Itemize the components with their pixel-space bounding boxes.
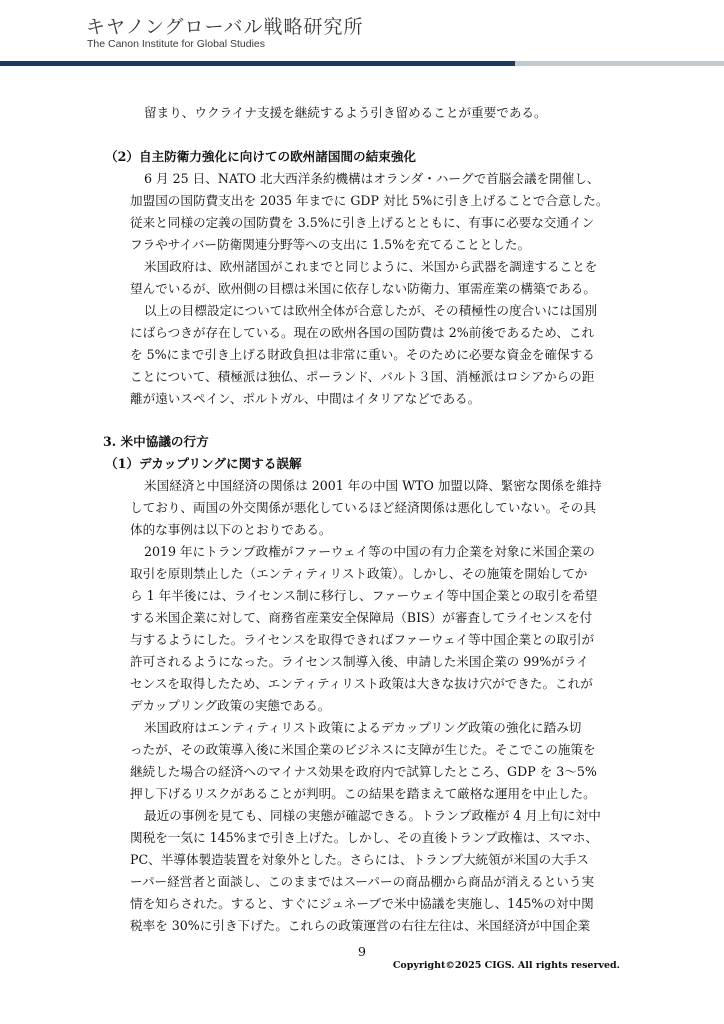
- paragraph-line: 押し下げるリスクがあることが判明。この結果を踏まえて厳格な運用を中止した。: [130, 786, 596, 801]
- paragraph-line: デカップリング政策の実態である。: [130, 698, 331, 713]
- paragraph-line: にばらつきが存在している。現在の欧州各国の国防費は 2%前後であるため、これ: [130, 325, 595, 340]
- paragraph-line: する米国企業に対して、商務省産業安全保障局（BIS）が審査してライセンスを付: [130, 610, 593, 625]
- paragraph-line: 体的な事例は以下のとおりである。: [130, 522, 332, 537]
- paragraph-line: 米国政府はエンティティリスト政策によるデカップリング政策の強化に踏み切: [144, 720, 582, 735]
- paragraph-line: しており、両国の外交関係が悪化しているほど経済関係は悪化していない。その具: [130, 500, 596, 515]
- paragraph-line: 以上の目標設定については欧州全体が合意したが、その積極性の度合いには国別: [144, 303, 598, 318]
- paragraph-line: ったが、その政策導入後に米国企業のビジネスに支障が生じた。そこでこの施策を: [130, 742, 596, 757]
- org-name-jp: キヤノングローバル戦略研究所: [86, 16, 364, 38]
- paragraph-line: センスを取得したため、エンティティリスト政策は大きな抜け穴ができた。これが: [130, 676, 593, 691]
- paragraph-line: ーパー経営者と面談し、このままではスーパーの商品棚から商品が消えるという実: [130, 874, 595, 889]
- paragraph-line: 税率を 30%に引き下げた。これらの政策運営の右往左往は、米国経済が中国企業: [130, 918, 591, 933]
- header-rule-light: [515, 61, 724, 66]
- paragraph-line: ら 1 年半後には、ライセンス制に移行し、ファーウェイ等中国企業との取引を希望: [130, 588, 598, 603]
- paragraph-line: 加盟国の国防費支出を 2035 年までに GDP 対比 5%に引き上げることで合意した。: [130, 193, 609, 208]
- paragraph-line: 取引を原則禁止した（エンティティリスト政策）。しかし、その施策を開始してか: [130, 566, 588, 581]
- paragraph-line: 米国政府は、欧州諸国がこれまでと同じように、米国から武器を調達することを: [144, 259, 598, 274]
- paragraph-line: ことについて、積極派は独仏、ポーランド、バルト３国、消極派はロシアからの距: [130, 369, 595, 384]
- copyright-notice: Copyright©2025 CIGS. All rights reserved.: [392, 960, 620, 971]
- section-3-heading: 3. 米中協議の行方: [103, 434, 209, 449]
- paragraph-line: を 5%にまで引き上げる財政負担は非常に重い。そのために必要な資金を確保する: [130, 347, 595, 362]
- paragraph-line: 関税を一気に 145%まで引き上げた。しかし、その直後トランプ政権は、スマホ、: [130, 830, 598, 845]
- paragraph-line: PC、半導体製造装置を対象外とした。さらには、トランプ大統領が米国の大手ス: [130, 852, 589, 867]
- org-name-en: The Canon Institute for Global Studies: [87, 38, 266, 50]
- page-number: 9: [358, 944, 366, 959]
- paragraph-line: 6 月 25 日、NATO 北大西洋条約機構はオランダ・ハーグで首脳会議を開催し、: [144, 171, 600, 186]
- paragraph-line: 情を知らされた。すると、すぐにジュネーブで米中協議を実施し、145%の対中関: [130, 896, 594, 911]
- section-3-1-heading: （1）デカップリングに関する誤解: [105, 456, 302, 471]
- paragraph-line: 許可されるようになった。ライセンス制導入後、申請した米国企業の 99%がライ: [130, 654, 589, 669]
- section-2-heading: （2）自主防衛力強化に向けての欧州諸国間の結束強化: [105, 149, 417, 164]
- paragraph-line: 継続した場合の経済へのマイナス効果を政府内で試算したところ、GDP を 3〜5%: [130, 764, 597, 779]
- paragraph-line: 離が遠いスペイン、ポルトガル、中間はイタリアなどである。: [130, 391, 481, 406]
- page-header: [0, 0, 724, 70]
- paragraph-line: フラやサイバー防衛関連分野等への支出に 1.5%を充てることとした。: [130, 237, 531, 252]
- paragraph-line: 望んでいるが、欧州側の目標は米国に依存しない防衛力、軍需産業の構築である。: [130, 281, 596, 296]
- paragraph-line: 最近の事例を見ても、同様の実態が確認できる。トランプ政権が 4 月上旬に対中: [144, 808, 601, 823]
- paragraph-line: 与するようにした。ライセンスを取得できればファーウェイ等中国企業との取引が: [130, 632, 595, 647]
- paragraph-line: 米国経済と中国経済の関係は 2001 年の中国 WTO 加盟以降、緊密な関係を維持: [144, 478, 602, 493]
- intro-line: 留まり、ウクライナ支援を継続するよう引き留めることが重要である。: [144, 105, 547, 120]
- header-rule-dark: [0, 61, 515, 66]
- paragraph-line: 従来と同様の定義の国防費を 3.5%に引き上げるとともに、有事に必要な交通イン: [130, 215, 595, 230]
- paragraph-line: 2019 年にトランプ政権がファーウェイ等の中国の有力企業を対象に米国企業の: [144, 544, 595, 559]
